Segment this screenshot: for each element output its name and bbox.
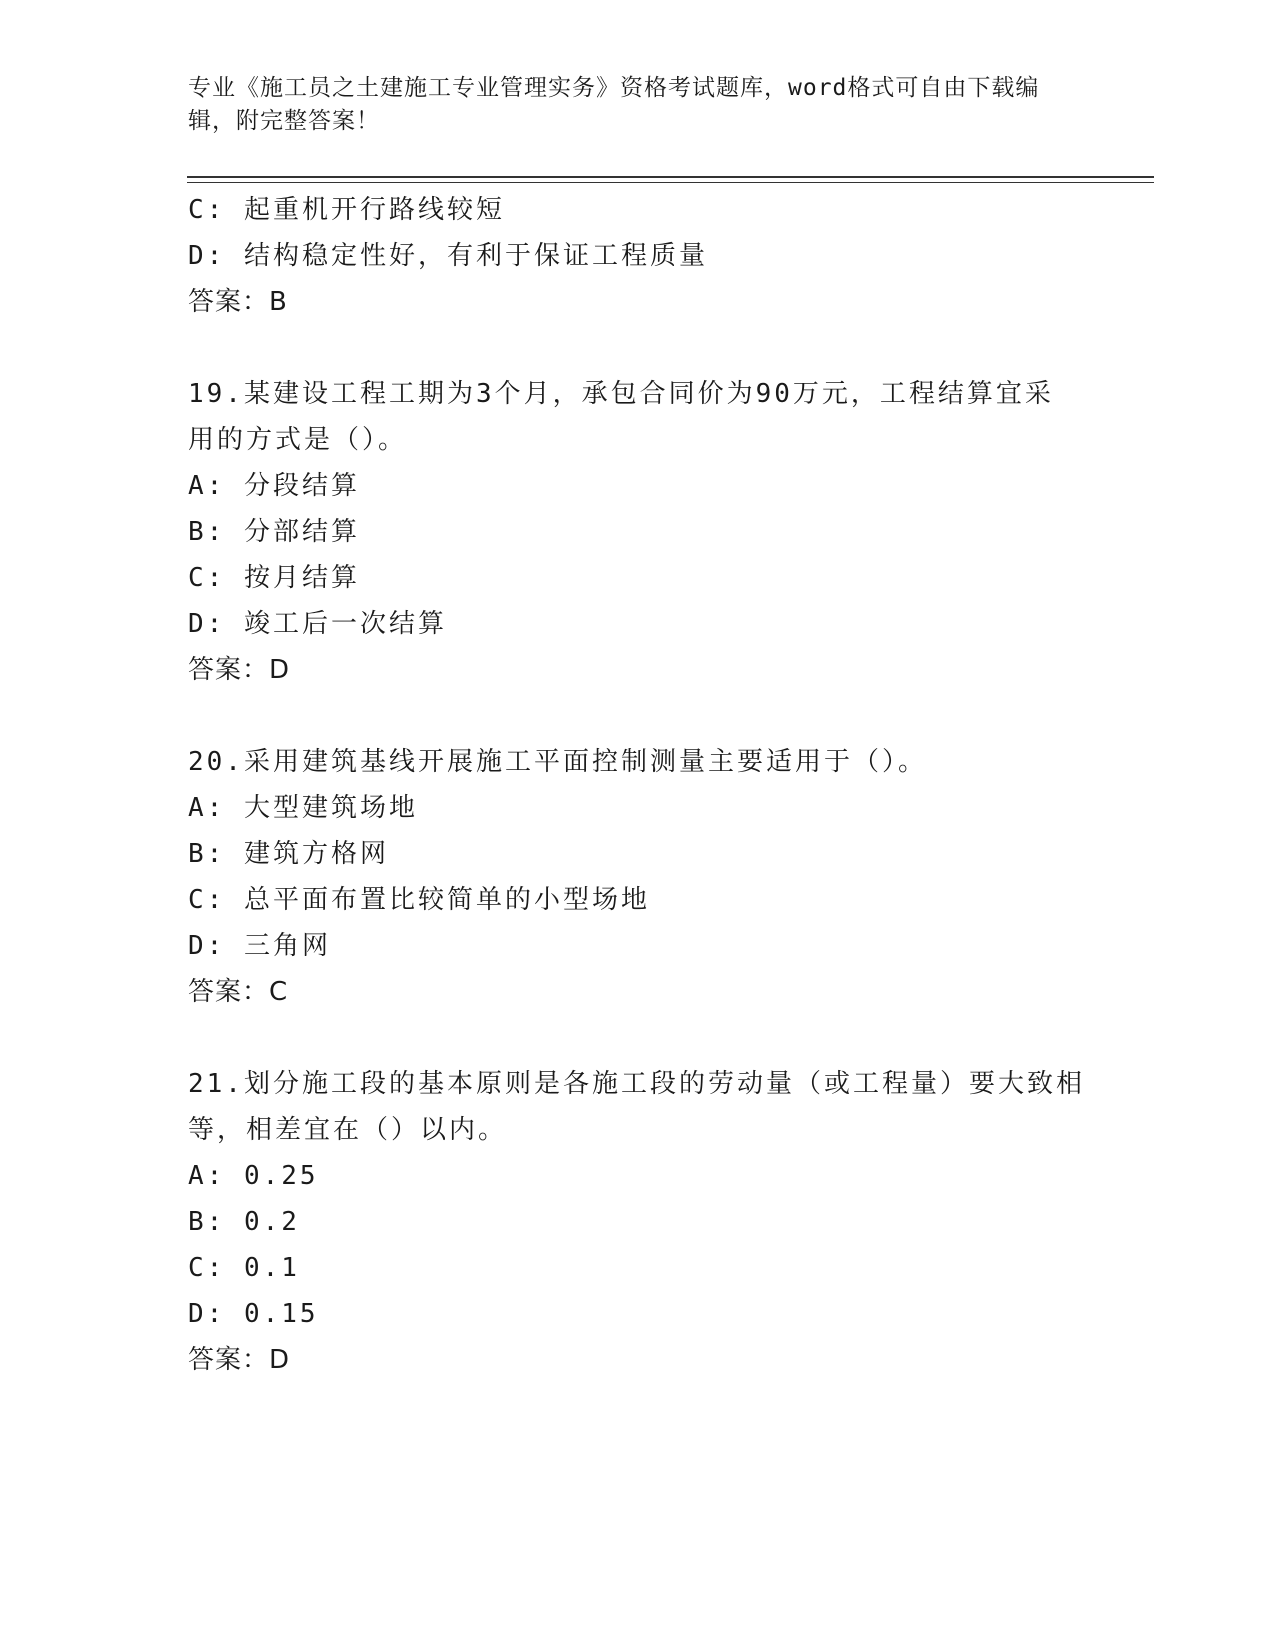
option-c: C: 起重机开行路线较短 <box>188 195 505 225</box>
question-stem-continued: 用的方式是（）。 <box>188 425 408 455</box>
answer-line: 答案：D <box>188 1345 291 1375</box>
option-c: C: 0.1 <box>188 1253 300 1283</box>
question-stem: 20.采用建筑基线开展施工平面控制测量主要适用于（）。 <box>188 747 927 777</box>
option-b: B: 0.2 <box>188 1207 300 1237</box>
question-stem-continued: 等，相差宜在（）以内。 <box>188 1115 508 1145</box>
spacer <box>188 1015 1088 1061</box>
question-stem: 21.划分施工段的基本原则是各施工段的劳动量（或工程量）要大致相 <box>188 1069 1085 1099</box>
answer-line: 答案：C <box>188 977 289 1007</box>
header-line-1: 专业《施工员之土建施工专业管理实务》资格考试题库，word格式可自由下载编 <box>188 75 1040 101</box>
option-c: C: 按月结算 <box>188 563 360 593</box>
option-c: C: 总平面布置比较简单的小型场地 <box>188 885 650 915</box>
option-b: B: 分部结算 <box>188 517 360 547</box>
answer-line: 答案：D <box>188 655 291 685</box>
question-21 <box>188 1061 1088 1383</box>
option-a: A: 分段结算 <box>188 471 360 501</box>
question-20 <box>188 739 1088 1015</box>
option-b: B: 建筑方格网 <box>188 839 389 869</box>
question-19 <box>188 371 1088 693</box>
header-line-2: 辑，附完整答案！ <box>188 108 380 134</box>
header-divider-thick <box>187 176 1154 178</box>
option-a: A: 大型建筑场地 <box>188 793 418 823</box>
option-d: D: 结构稳定性好，有利于保证工程质量 <box>188 241 708 271</box>
option-d: D: 竣工后一次结算 <box>188 609 447 639</box>
answer-line: 答案：B <box>188 287 288 317</box>
question-stem: 19.某建设工程工期为3个月，承包合同价为90万元，工程结算宜采 <box>188 379 1054 409</box>
spacer <box>188 325 1088 371</box>
question-list <box>188 187 1088 1383</box>
previous-question-tail <box>188 187 1088 325</box>
option-a: A: 0.25 <box>188 1161 319 1191</box>
option-d: D: 三角网 <box>188 931 331 961</box>
header-divider-thin <box>187 182 1154 183</box>
document-header <box>188 72 1088 138</box>
spacer <box>188 693 1088 739</box>
option-d: D: 0.15 <box>188 1299 319 1329</box>
